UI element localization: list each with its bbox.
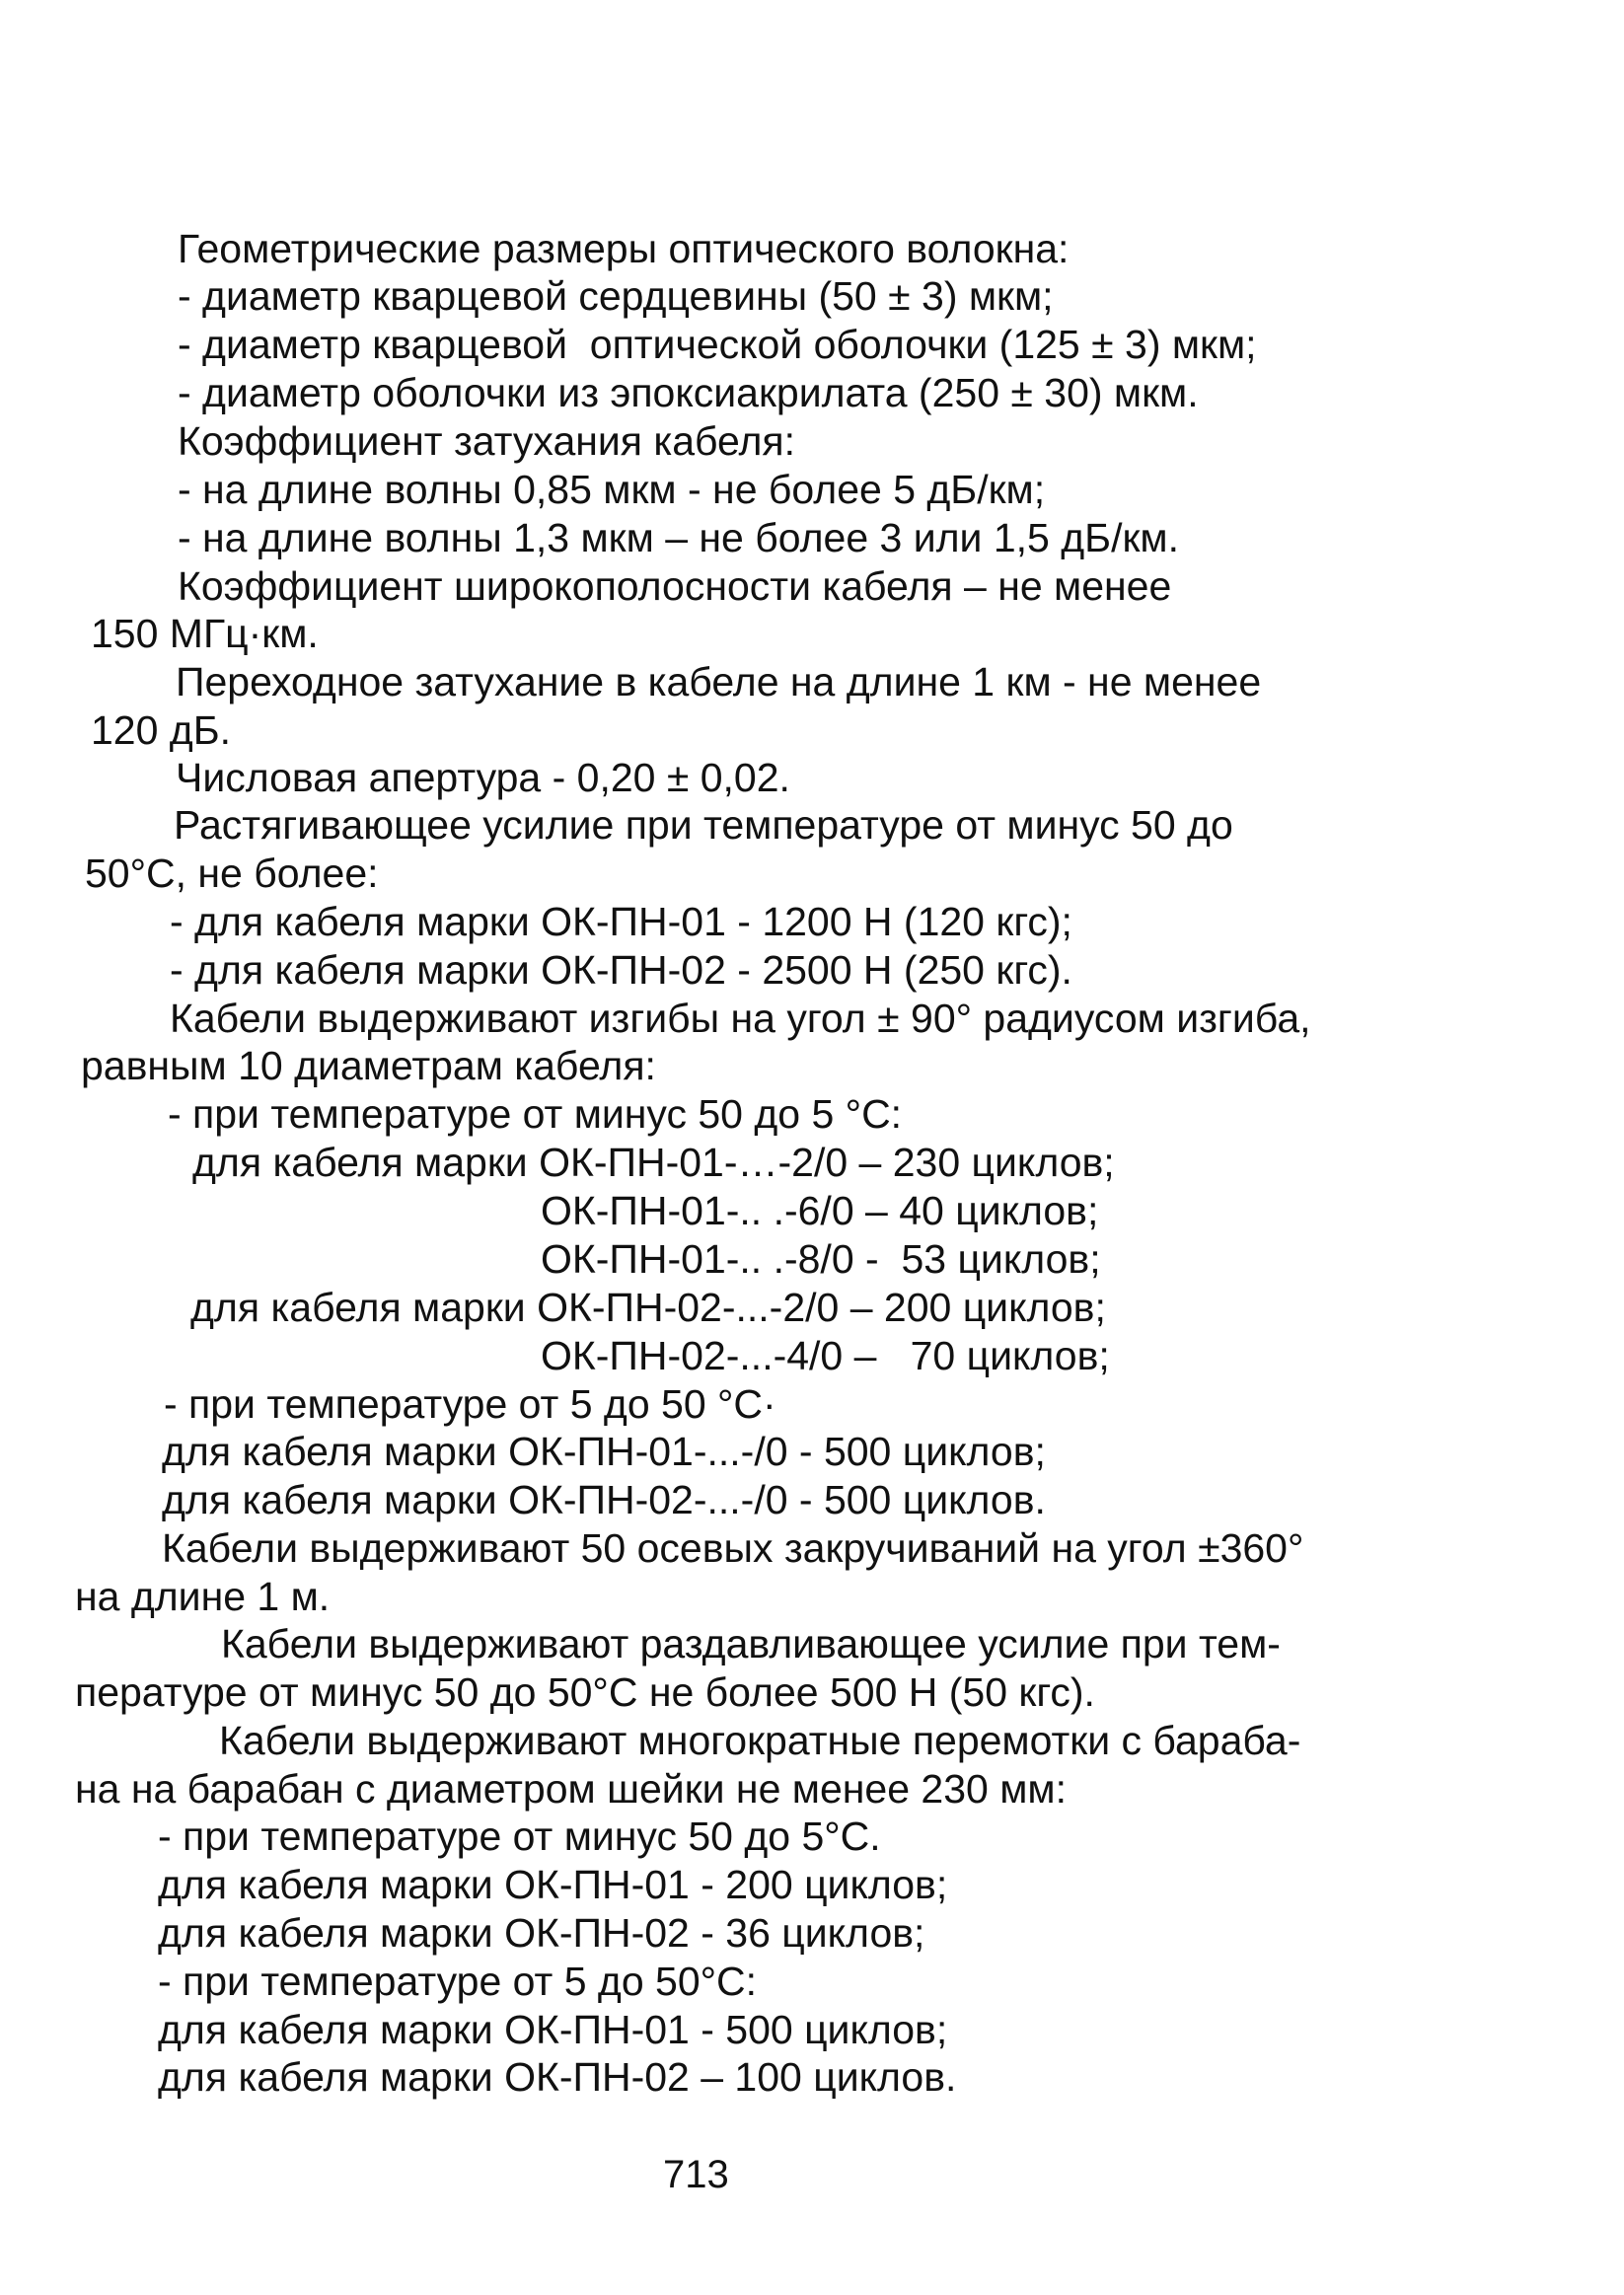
text-line: Растягивающее усилие при температуре от минус 50 до bbox=[174, 802, 1233, 848]
text-line: ОК-ПН-01-.. .-8/0 - 53 циклов; bbox=[541, 1236, 1101, 1282]
text-line: для кабеля марки ОК-ПН-02 – 100 циклов. bbox=[158, 2054, 957, 2100]
text-line: для кабеля марки ОК-ПН-01-...-/0 - 500 циклов; bbox=[162, 1429, 1046, 1474]
text-line: для кабеля марки ОК-ПН-02-...-2/0 – 200 циклов; bbox=[190, 1285, 1106, 1330]
text-line: Переходное затухание в кабеле на длине 1 км - не менее bbox=[176, 659, 1262, 704]
text-line: Числовая апертура - 0,20 ± 0,02. bbox=[176, 755, 790, 800]
text-line: на на барабан с диаметром шейки не менее 230 мм: bbox=[75, 1766, 1067, 1812]
text-line: - на длине волны 1,3 мкм – не более 3 или 1,5 дБ/км. bbox=[178, 515, 1179, 560]
text-line: равным 10 диаметрам кабеля: bbox=[81, 1043, 656, 1088]
text-line: на длине 1 м. bbox=[75, 1574, 331, 1619]
text-line: Кабели выдерживают многократные перемотки с бараба- bbox=[219, 1718, 1301, 1763]
text-line: для кабеля марки ОК-ПН-01-…-2/0 – 230 циклов; bbox=[192, 1140, 1115, 1185]
text-line: 50°С, не более: bbox=[85, 851, 379, 896]
text-line: для кабеля марки ОК-ПН-01 - 200 циклов; bbox=[158, 1862, 948, 1907]
text-line: Геометрические размеры оптического волокна: bbox=[178, 226, 1070, 271]
text-line: - для кабеля марки ОК-ПН-01 - 1200 Н (120 кгс); bbox=[170, 899, 1072, 944]
text-line: - при температуре от минус 50 до 5 °С: bbox=[168, 1091, 903, 1137]
text-line: - при температуре от 5 до 50 °С· bbox=[164, 1381, 776, 1427]
text-line: - при температуре от минус 50 до 5°С. bbox=[158, 1814, 881, 1859]
text-line: - для кабеля марки ОК-ПН-02 - 2500 Н (250 кгс). bbox=[170, 947, 1072, 993]
text-line: - на длине волны 0,85 мкм - не более 5 дБ/км; bbox=[178, 467, 1046, 512]
text-line: ОК-ПН-02-...-4/0 – 70 циклов; bbox=[541, 1333, 1110, 1378]
text-line: пературе от минус 50 до 50°С не более 500 Н (50 кгс). bbox=[75, 1669, 1095, 1715]
text-line: Коэффициент затухания кабеля: bbox=[178, 418, 796, 464]
text-line: - диаметр кварцевой оптической оболочки (125 ± 3) мкм; bbox=[178, 322, 1257, 367]
text-line: для кабеля марки ОК-ПН-02-...-/0 - 500 циклов. bbox=[162, 1477, 1046, 1522]
text-line: - диаметр кварцевой сердцевины (50 ± 3) мкм; bbox=[178, 273, 1054, 319]
text-line: - диаметр оболочки из эпоксиакрилата (250 ± 30) мкм. bbox=[178, 370, 1199, 415]
text-line: 150 МГц·км. bbox=[91, 611, 319, 656]
text-line: Кабели выдерживают изгибы на угол ± 90° радиусом изгиба, bbox=[170, 996, 1311, 1041]
text-line: - при температуре от 5 до 50°С: bbox=[158, 1959, 758, 2004]
page-number: 713 bbox=[663, 2153, 729, 2196]
text-line: ОК-ПН-01-.. .-6/0 – 40 циклов; bbox=[541, 1188, 1099, 1233]
text-line: Коэффициент широкополосности кабеля – не менее bbox=[178, 563, 1172, 609]
text-line: для кабеля марки ОК-ПН-02 - 36 циклов; bbox=[158, 1910, 925, 1956]
text-line: Кабели выдерживают 50 осевых закручиваний на угол ±360° bbox=[162, 1525, 1304, 1571]
text-line: для кабеля марки ОК-ПН-01 - 500 циклов; bbox=[158, 2007, 948, 2052]
text-line: Кабели выдерживают раздавливающее усилие при тем- bbox=[221, 1621, 1281, 1666]
text-line: 120 дБ. bbox=[91, 707, 232, 753]
